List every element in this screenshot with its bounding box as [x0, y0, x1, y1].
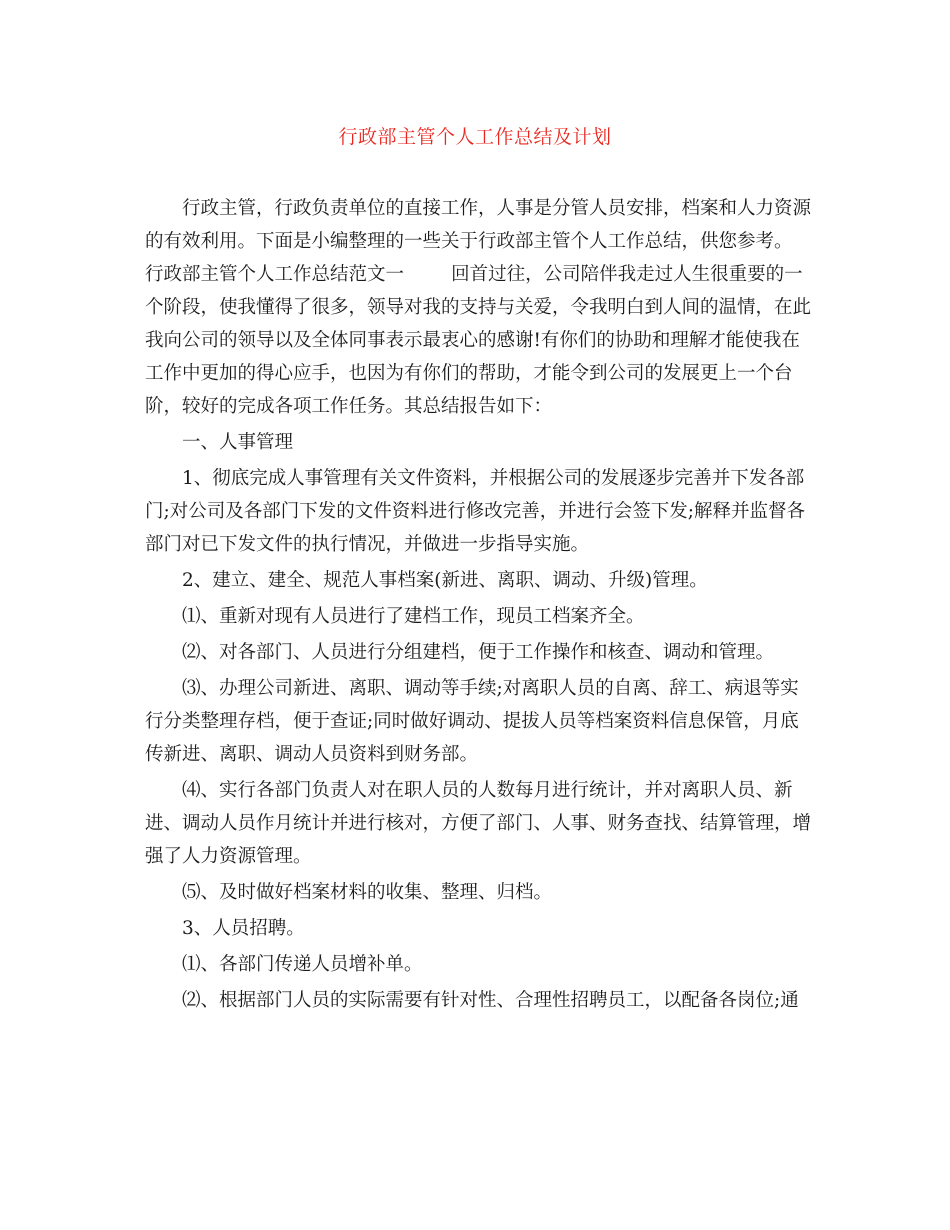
list-item: ⑶、办理公司新进、离职、调动等手续;对离职人员的自离、辞工、病退等实行分类整理存档，便于查证;同时做好调动、提拔人员等档案资料信息保管，月底传新进、离职、调动人员资料到财务部。	[145, 678, 799, 765]
sample-body: 回首过往，公司陪伴我走过人生很重要的一个阶段，使我懂得了很多，领导对我的支持与关爱，令我明白到人间的温情，在此我向公司的领导以及全体同事表示最衷心的感谢!有你们的协助和理解才能使我在工作中更加的得心应手，也因为有你们的帮助，才能令到公司的发展更上一个台阶，较好的完成各项工作任务。其总结报告如下：	[145, 264, 812, 417]
sample-paragraph	[145, 258, 815, 423]
list-item: ⑵、对各部门、人员进行分组建档，便于工作操作和核查、调动和管理。	[182, 642, 775, 663]
list-item: ⑴、重新对现有人员进行了建档工作，现员工档案齐全。	[182, 606, 645, 627]
list-item: ⑴、各部门传递人员增补单。	[182, 954, 423, 975]
document-body	[145, 192, 815, 1017]
document-title: 行政部主管个人工作总结及计划	[338, 126, 612, 148]
list-item: ⑵、根据部门人员的实际需要有针对性、合理性招聘员工，以配备各岗位;通	[182, 990, 799, 1011]
list-item: 3、人员招聘。	[182, 918, 305, 939]
list-item: 1、彻底完成人事管理有关文件资料，并根据公司的发展逐步完善并下发各部门;对公司及各部门下发的文件资料进行修改完善，并进行会签下发;解释并监督各部门对已下发文件的执行情况，并做进一步指导实施。	[145, 468, 805, 555]
section-heading-personnel: 一、人事管理	[182, 432, 294, 453]
sample-heading: 行政部主管个人工作总结范文一	[145, 264, 405, 285]
heading-spacer	[404, 264, 451, 285]
list-item: ⑸、及时做好档案材料的收集、整理、归档。	[182, 882, 553, 903]
list-item: 2、建立、建全、规范人事档案(新进、离职、调动、升级)管理。	[182, 570, 708, 591]
intro-paragraph: 行政主管，行政负责单位的直接工作，人事是分管人员安排，档案和人力资源的有效利用。下面是小编整理的一些关于行政部主管个人工作总结，供您参考。	[145, 198, 812, 252]
list-item: ⑷、实行各部门负责人对在职人员的人数每月进行统计，并对离职人员、新进、调动人员作月统计并进行核对，方便了部门、人事、财务查找、结算管理，增强了人力资源管理。	[145, 780, 812, 867]
